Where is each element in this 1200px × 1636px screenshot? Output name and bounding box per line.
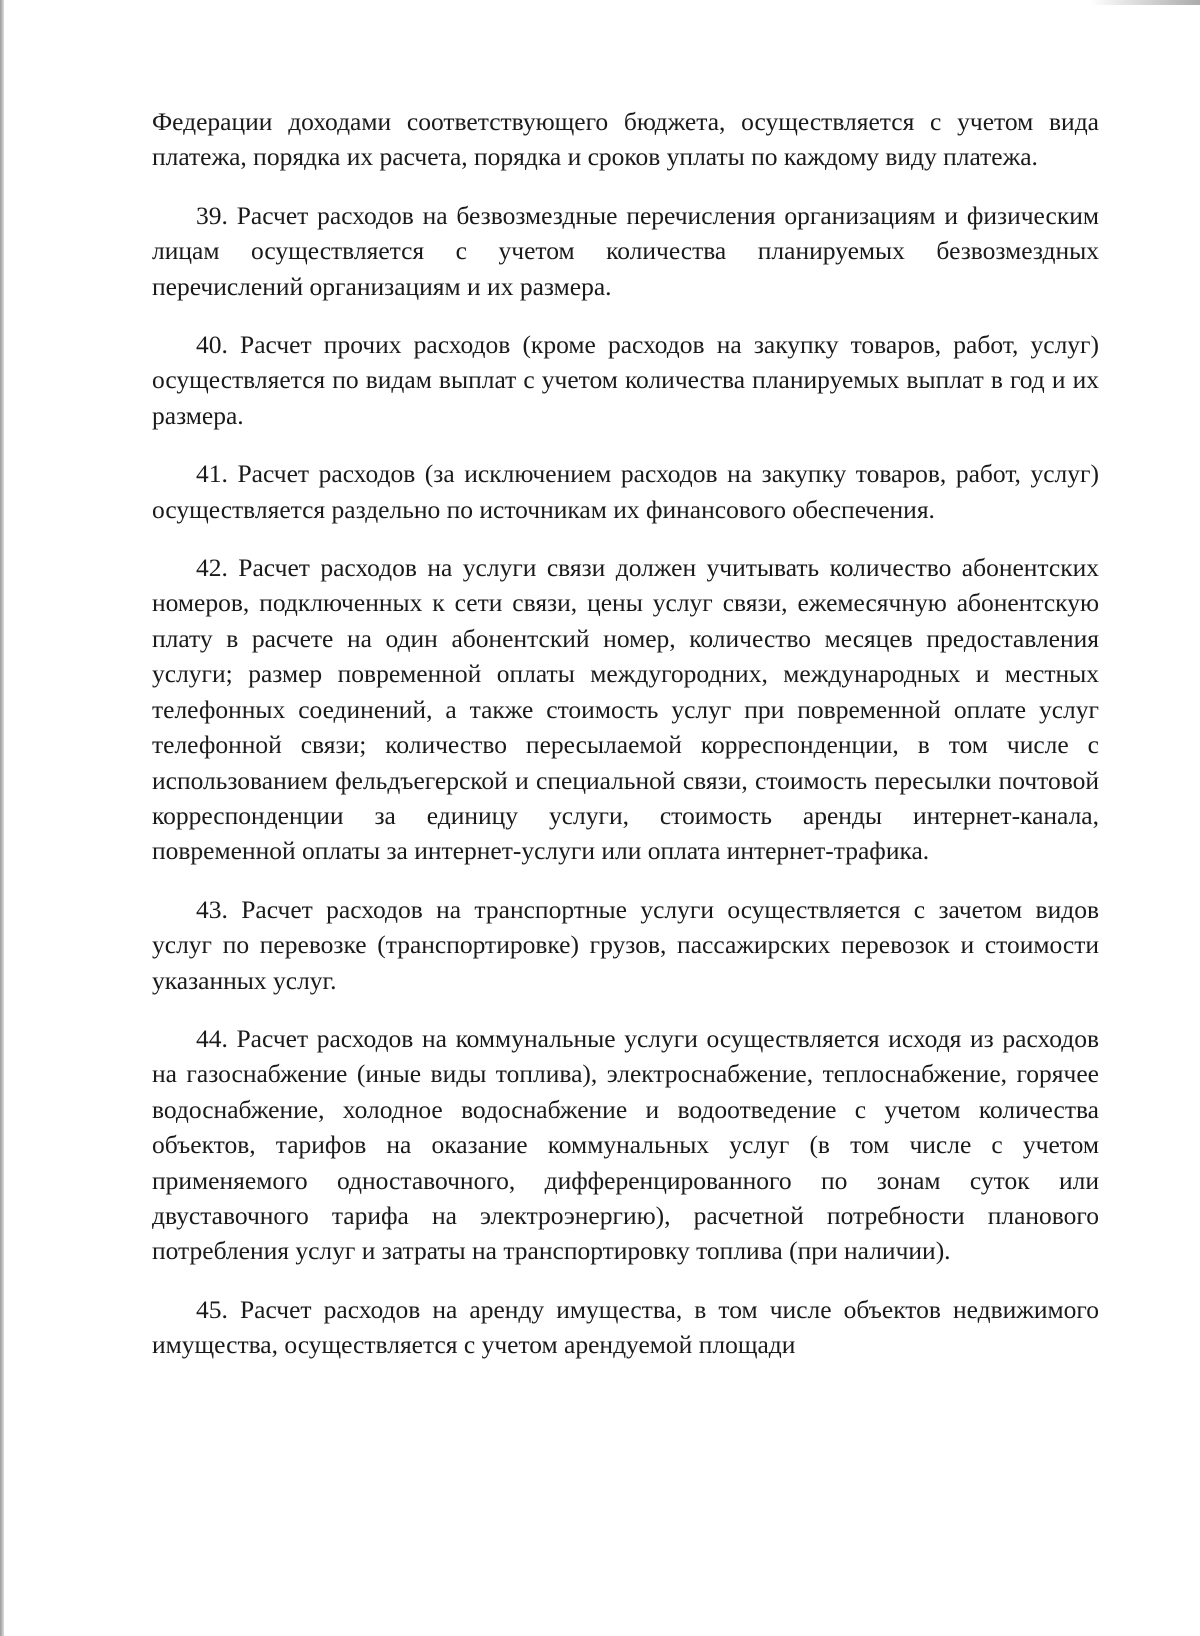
paragraph-40: 40. Расчет прочих расходов (кроме расходов на закупку товаров, работ, услуг) осуществляется по видам выплат с учетом количества планируемых выплат в год и их размера. (152, 330, 1099, 430)
paragraph-39: 39. Расчет расходов на безвозмездные перечисления организациям и физическим лицам осуществляется с учетом количества планируемых безвозмездных перечислений организациям и их размера. (152, 200, 1099, 301)
paragraph-41: 41. Расчет расходов (за исключением расходов на закупку товаров, работ, услуг) осуществляется раздельно по источникам их финансового обеспечения. (152, 459, 1099, 524)
scan-edge-shadow (0, 0, 4, 1636)
scan-top-smudge (1090, 0, 1200, 5)
paragraph-45: 45. Расчет расходов на аренду имущества, в том числе объектов недвижимого имущества, осуществляется с учетом арендуемой площади (152, 1294, 1099, 1360)
paragraph-43: 43. Расчет расходов на транспортные услуги осуществляется с зачетом видов услуг по перевозке (транспортировке) грузов, пассажирских перевозок и стоимости указанных услуг. (152, 894, 1099, 995)
paragraph-44: 44. Расчет расходов на коммунальные услуги осуществляется исходя из расходов на газоснабжение (иные виды топлива), электроснабжение, теплоснабжение, горячее водоснабжение, холодное водоснабжение и водоотведение с учетом количества объектов, тарифов на оказание коммунальных услуг (в том числе с учетом применяемого одноставочного, дифференцированного по зонам суток или двуставочного тарифа на электроэнергию), расчетной потребности планового потребления услуг и затраты на транспортировку топлива (при наличии). (152, 1023, 1099, 1266)
document-body (152, 104, 1099, 1386)
paragraph-42: 42. Расчет расходов на услуги связи должен учитывать количество абонентских номеров, подключенных к сети связи, цены услуг связи, ежемесячную абонентскую плату в расчете на один абонентский номер, количество месяцев предоставления услуги; размер повременной оплаты междугородних, международных и местных телефонных соединений, а также стоимость услуг при повременной оплате услуг телефонной связи; количество пересылаемой корреспонденции, в том числе с использованием фельдъегерской и специальной связи, стоимость пересылки почтовой корреспонденции за единицу услуги, стоимость аренды интернет-канала, повременной оплаты за интернет-услуги или оплата интернет-трафика. (152, 553, 1099, 866)
paragraph-continuation: Федерации доходами соответствующего бюджета, осуществляется с учетом вида платежа, порядка их расчета, порядка и сроков уплаты по каждому виду платежа. (152, 107, 1099, 172)
